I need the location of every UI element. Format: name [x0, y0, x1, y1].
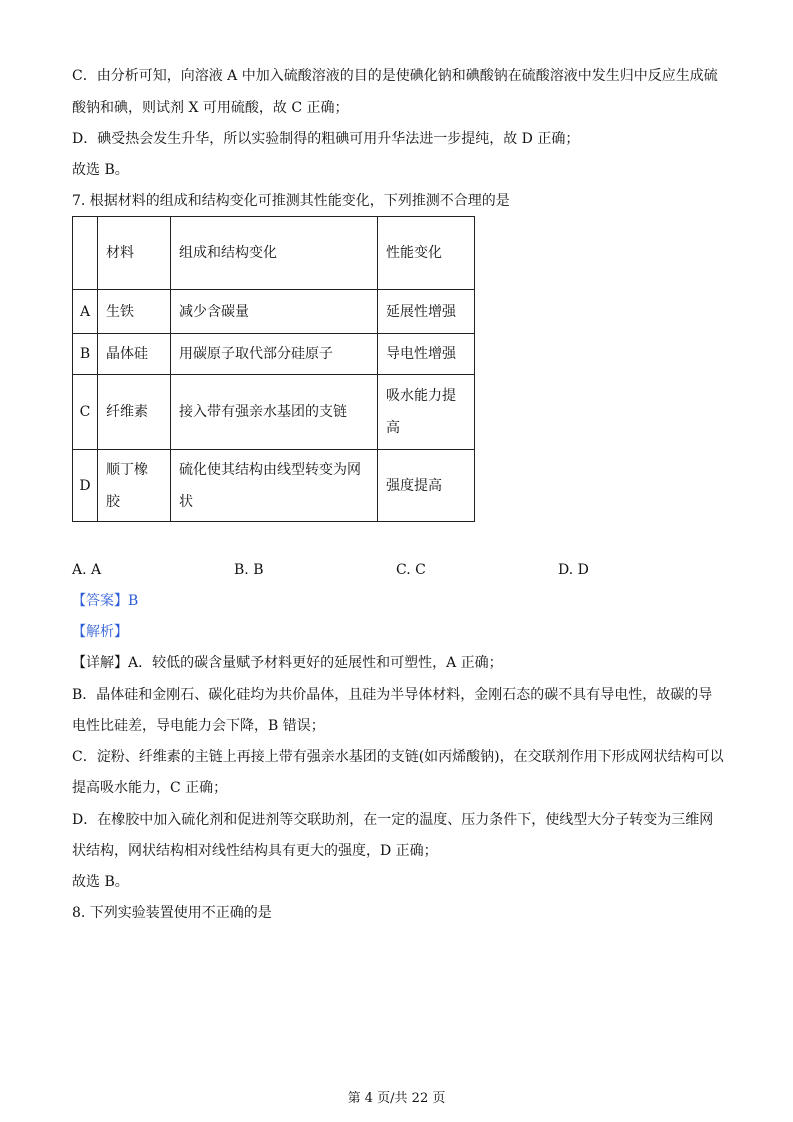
detail-line-b-1: B．晶体硅和金刚石、碳化硅均为共价晶体，且硅为半导体材料，金刚石态的碳不具有导电性，故碳的导	[72, 687, 713, 703]
table-cell: 生铁	[98, 290, 171, 334]
table-header-cell	[73, 217, 98, 290]
detail-text: A．较低的碳含量赋予材料更好的延展性和可塑性，A 正确；	[128, 655, 503, 671]
table-cell: 减少含碳量	[171, 290, 378, 334]
text-line-c-analysis-2: 酸钠和碘，则试剂 X 可用硫酸，故 C 正确；	[72, 100, 349, 116]
table-cell: 晶体硅	[98, 334, 171, 375]
table-cell: C	[73, 375, 98, 450]
table-cell: 导电性增强	[378, 334, 475, 375]
detail-line-c-1: C．淀粉、纤维素的主链上再接上带有强亲水基团的支链(如丙烯酸钠)，在交联剂作用下形成网状结构可以	[72, 749, 724, 765]
table-cell: 延展性增强	[378, 290, 475, 334]
option-d: D. D	[558, 562, 589, 578]
detail-line-d-1: D．在橡胶中加入硫化剂和促进剂等交联助剂，在一定的温度、压力条件下，使线型大分子转变为三维网	[72, 812, 714, 828]
table-header-row	[73, 217, 475, 290]
option-b: B. B	[234, 562, 264, 578]
table-header-cell: 组成和结构变化	[171, 217, 378, 290]
table-row	[73, 334, 475, 375]
table-header-cell: 材料	[98, 217, 171, 290]
table-cell	[98, 450, 171, 522]
detail-line-a	[72, 654, 503, 672]
detail-line-b-2: 电性比硅差，导电能力会下降，B 错误；	[72, 718, 325, 734]
table-cell: D	[73, 450, 98, 522]
table-cell	[378, 375, 475, 450]
table-cell: 纤维素	[98, 375, 171, 450]
table-cell: 强度提高	[378, 450, 475, 522]
detail-tag: 【详解】	[72, 655, 128, 671]
question-7-table	[72, 216, 475, 522]
table-header-cell: 性能变化	[378, 217, 475, 290]
table-cell-text: 顺丁橡胶	[106, 461, 148, 510]
question-7-title: 7. 根据材料的组成和结构变化可推测其性能变化，下列推测不合理的是	[72, 193, 510, 209]
page-footer: 第 4 页/共 22 页	[347, 1091, 446, 1106]
option-a: A. A	[72, 562, 102, 578]
table-cell: A	[73, 290, 98, 334]
text-line-c-analysis-1: C．由分析可知，向溶液 A 中加入硫酸溶液的目的是使碘化钠和碘酸钠在硫酸溶液中发生归中反应生成硫	[72, 68, 718, 84]
detail-line-choose-b: 故选 B。	[72, 874, 129, 890]
table-row	[73, 375, 475, 450]
detail-line-d-2: 状结构，网状结构相对线性结构具有更大的强度，D 正确；	[72, 843, 438, 859]
analysis-label: 【解析】	[72, 624, 128, 640]
table-cell: 接入带有强亲水基团的支链	[171, 375, 378, 450]
table-cell: 用碳原子取代部分硅原子	[171, 334, 378, 375]
answer-label: 【答案】B	[72, 593, 139, 609]
table-cell	[171, 450, 378, 522]
table-row	[73, 290, 475, 334]
table-cell-text: 吸水能力提高	[386, 388, 456, 436]
option-c: C. C	[396, 562, 426, 578]
detail-line-c-2: 提高吸水能力，C 正确；	[72, 780, 228, 796]
table-row	[73, 450, 475, 522]
question-8-title: 8. 下列实验装置使用不正确的是	[72, 905, 272, 921]
text-line-choose-b: 故选 B。	[72, 162, 129, 178]
table-cell-text: 硫化使其结构由线型转变为网状	[179, 461, 361, 510]
text-line-d-analysis: D．碘受热会发生升华，所以实验制得的粗碘可用升华法进一步提纯，故 D 正确；	[72, 131, 580, 147]
table-cell: B	[73, 334, 98, 375]
